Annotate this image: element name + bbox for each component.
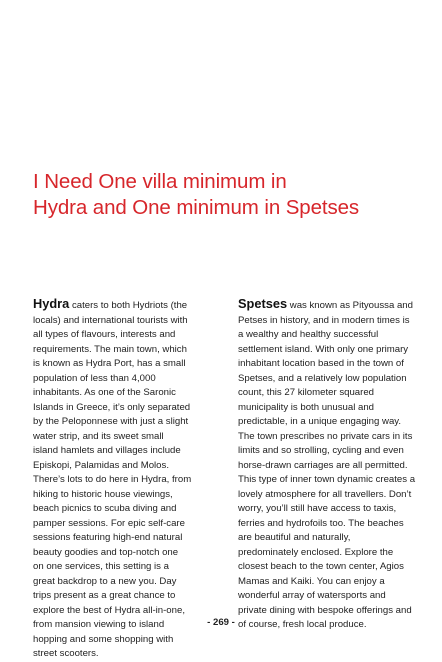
page-heading [33,169,423,221]
spetses-paragraph [238,297,422,633]
heading-line-2: Hydra and One minimum in Spetses [33,196,360,219]
spetses-lead-word: Spetses [238,296,288,311]
hydra-column [33,297,217,662]
spetses-column [238,297,422,633]
hydra-paragraph [33,297,217,662]
spetses-body-text: was known as Pityoussa and Petses in history, and in modern times is a wealthy and healthy successful settlement island. With only one primary inhabitant location based in the town of Spetses, and a relatively low population count, this 27 kilometer squared municipality is both unusual and predictable, in a unique engaging way. The town prescribes no private cars in its limits and so strolling, cycling and even horse-drawn carriages are all permitted. This type of inner town dynamic creates a lovely atmosphere for all travellers. Don’t worry, you’ll still have access to taxis, ferries and hydrofoils too. The beaches are beautiful and naturally, predominately enclosed. Explore the closest beach to the town center, Agios Mamas and Kaiki. You can enjoy a wonderful array of watersports and private dining with bespoke offerings and of course, fresh local produce. [238,300,416,630]
hydra-body-text: caters to both Hydriots (the locals) and international tourists with all types of flavours, interests and requirements. The main town, which is known as Hydra Port, has a small population of less than 4,000 inhabitants. As one of the Saronic Islands in Greece, it’s only separated by the Peloponnese with just a slight water strip, and its sweet small island hamlets and villages include Episkopi, Palamidas and Molos. There’s lots to do here in Hydra, from hiking to historic house viewings, beach picnics to scuba diving and pamper sessions. For epic self-care sessions featuring high-end natural beauty goodies and top-notch one on one services, this setting is a great backdrop to a new you. Day trips present as a great chance to explore the best of Hydra all-in-one, from mansion viewing to island hopping and some shopping with street scooters. [33,300,192,659]
page-number: - 269 - [207,617,235,628]
heading-line-1: I Need One villa minimum in [33,170,287,193]
hydra-lead-word: Hydra [33,296,70,311]
